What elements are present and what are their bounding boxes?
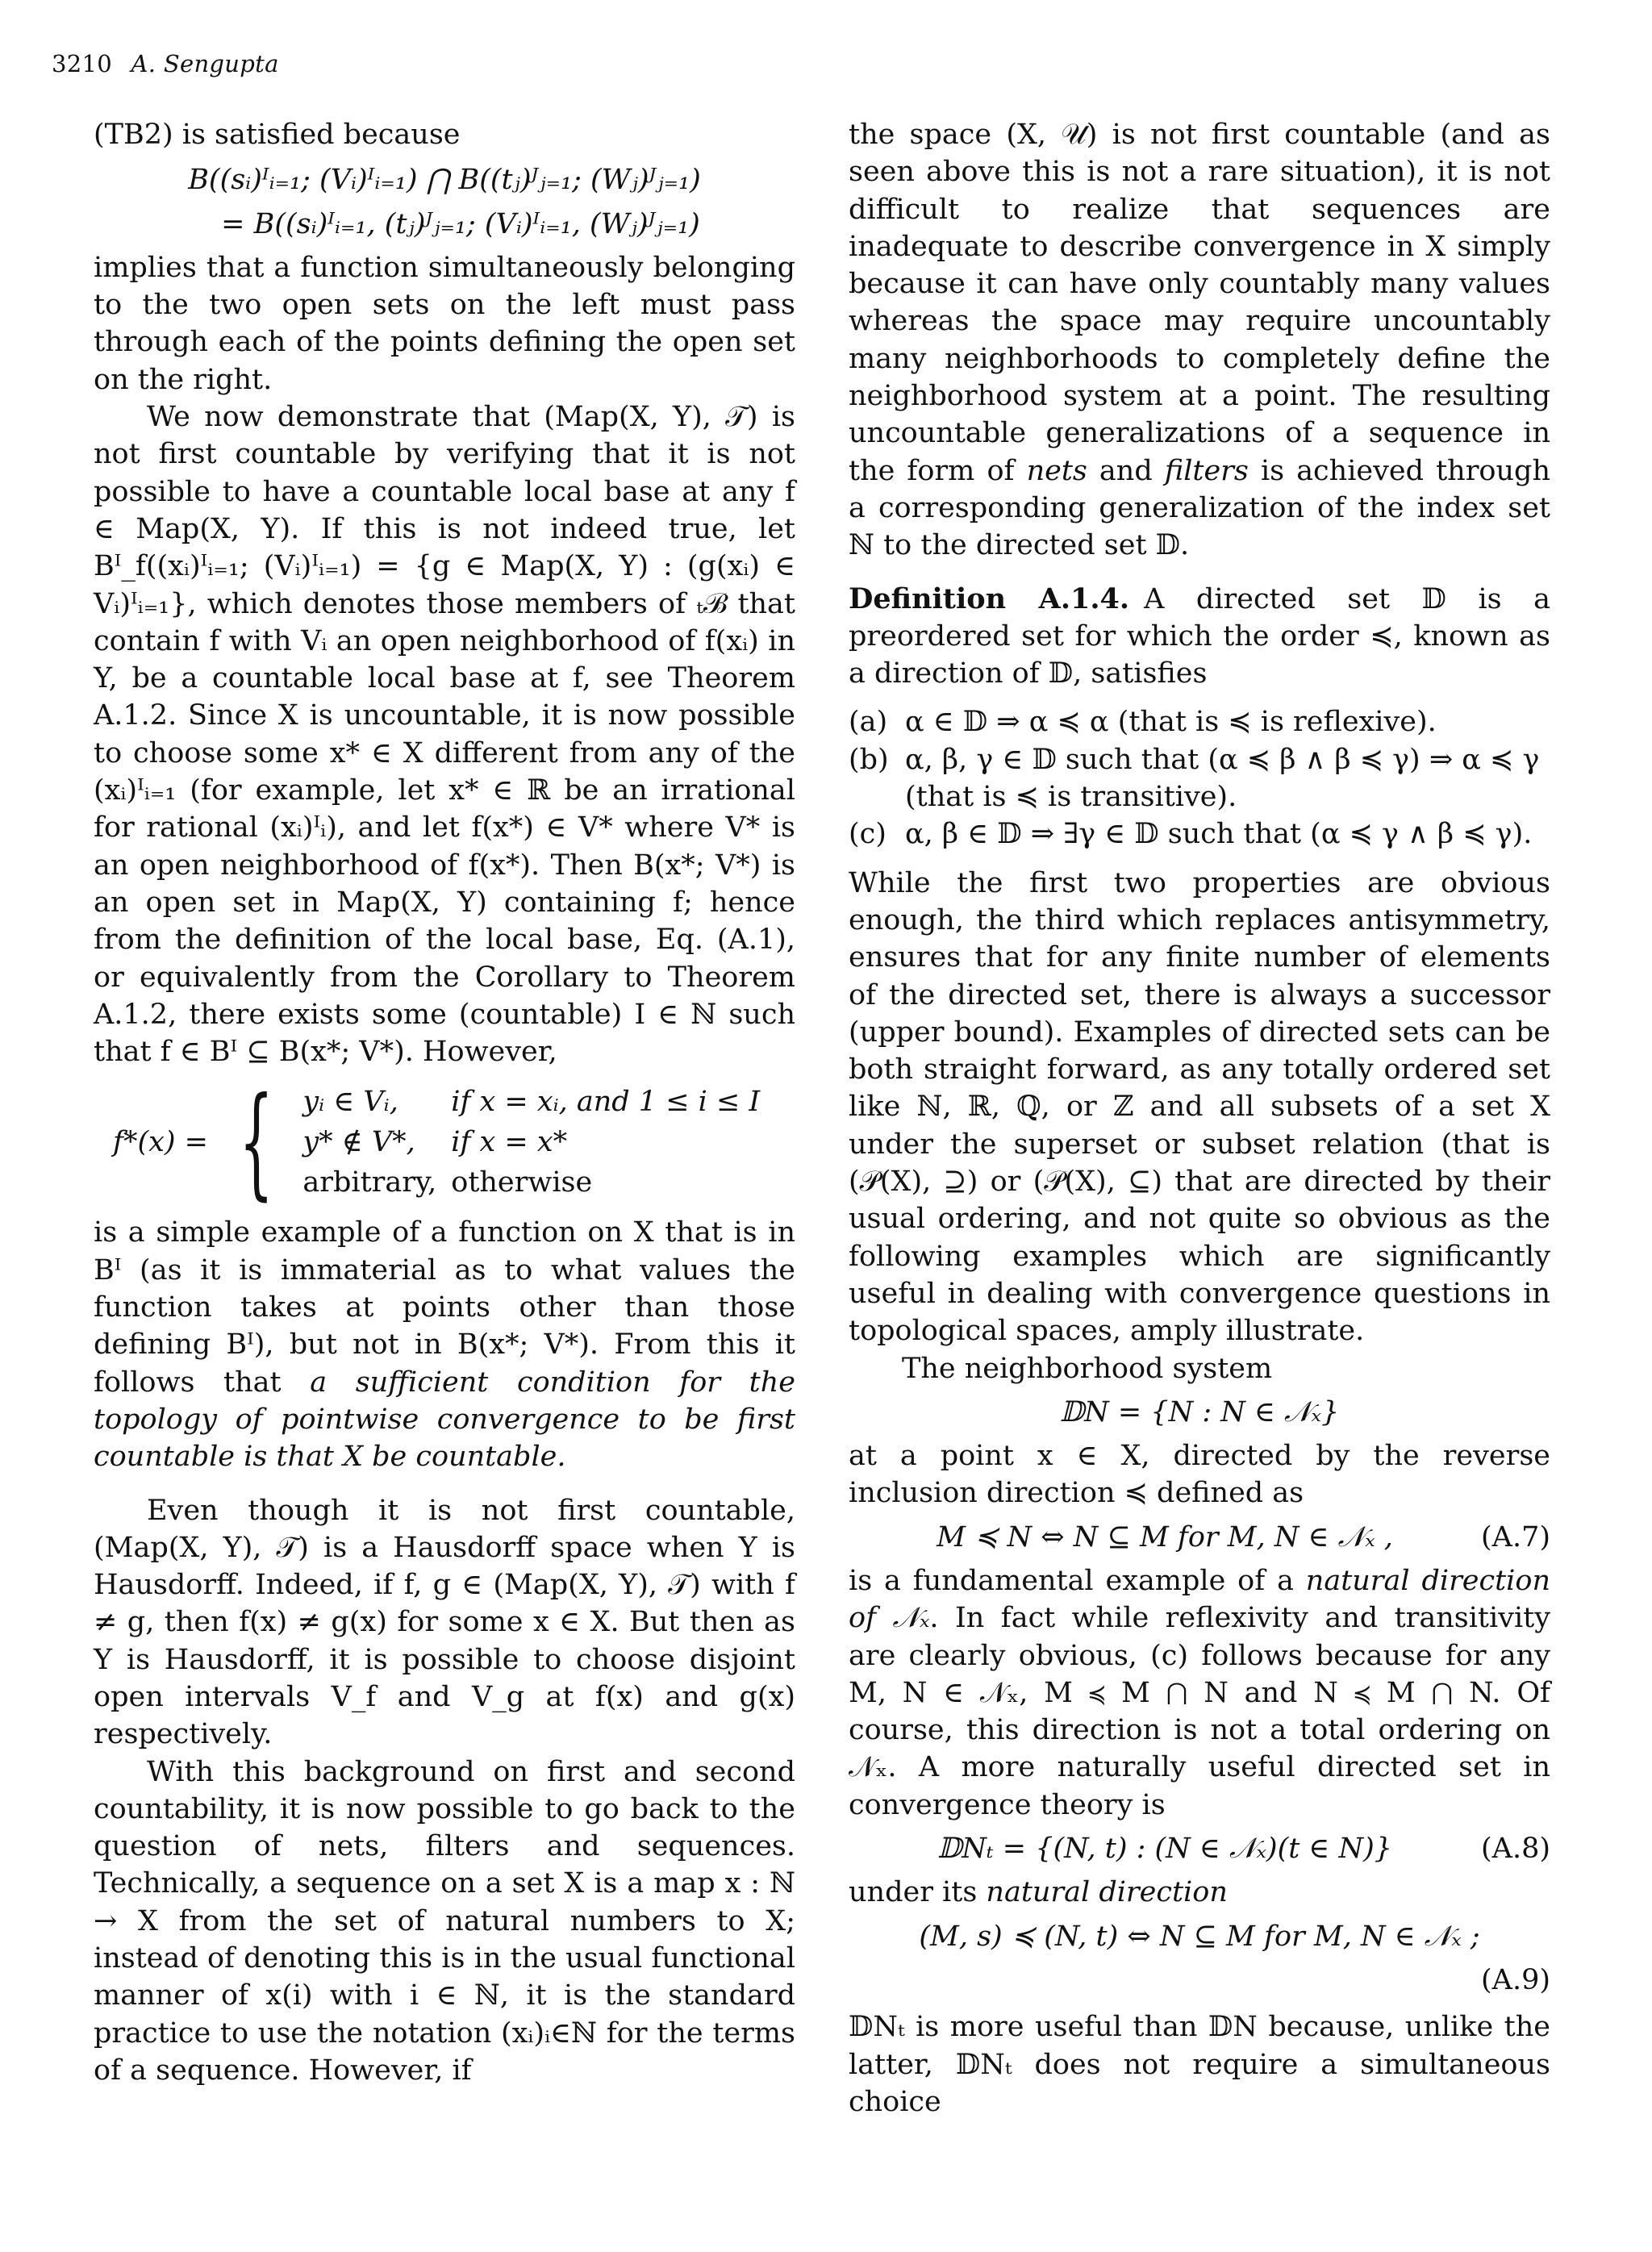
italic-term: filters bbox=[1164, 454, 1249, 487]
paragraph-text: and bbox=[1087, 454, 1165, 487]
display-equation-line: B((sᵢ)ᴵᵢ₌₁; (Vᵢ)ᴵᵢ₌₁) ⋂ B((tⱼ)ᴶⱼ₌₁; (Wⱼ)ᴶⱼ₌₁) bbox=[188, 164, 701, 197]
paragraph: at a point x ∈ X, directed by the reverse inclusion direction ≼ defined as bbox=[849, 1440, 1550, 1510]
paragraph bbox=[849, 1874, 1550, 1911]
paragraph bbox=[94, 1214, 795, 1475]
italic-term: natural direction bbox=[986, 1876, 1228, 1909]
list-item-label: (a) bbox=[849, 706, 888, 739]
case-condition: if x = x* bbox=[451, 1126, 568, 1159]
case-value: yᵢ ∈ Vᵢ, bbox=[302, 1086, 398, 1119]
cases-lhs: f*(x) = bbox=[113, 1126, 208, 1159]
display-equation-line: = B((sᵢ)ᴵᵢ₌₁, (tⱼ)ᴶⱼ₌₁; (Vᵢ)ᴵᵢ₌₁, (Wⱼ)ᴶⱼ₌₁) bbox=[221, 207, 700, 240]
paragraph-text: . In fact while reflexivity and transitivity are clearly obvious, (c) follows because for any M, N ∈ 𝒩ₓ, M ≼ M ⋂ N and N ≼ M ⋂ N. Of course, this direction is not a total ordering on 𝒩ₓ. A more naturally useful directed set in convergence theory is bbox=[849, 1602, 1550, 1821]
italic-term: natural direction of 𝒩ₓ bbox=[849, 1564, 1550, 1635]
equation-number: (A.8) bbox=[1481, 1833, 1550, 1866]
case-value: y* ∉ V*, bbox=[302, 1126, 415, 1159]
numbered-equation bbox=[849, 1830, 1550, 1867]
italic-statement: a sufficient condition for the topology of pointwise convergence to be first countable is that X be countable. bbox=[94, 1366, 795, 1474]
display-equation: 𝔻N = {N : N ∈ 𝒩ₓ} bbox=[1059, 1395, 1340, 1428]
page-number: 3210 bbox=[52, 50, 113, 77]
paragraph: (TB2) is satisfied because bbox=[94, 119, 461, 151]
list-item bbox=[849, 741, 1550, 778]
cases-table bbox=[302, 1082, 774, 1203]
cases-row bbox=[302, 1162, 774, 1203]
case-condition: if x = xᵢ, and 1 ≤ i ≤ I bbox=[451, 1086, 761, 1119]
paragraph: With this background on first and second countability, it is now possible to go back to the question of nets, filters and sequences. Technically, a sequence on a set X is a map x : ℕ → X from the set of natural numbers to X; instead of denoting this is in the usual functional manner of x(i) with i ∈ ℕ, it is the standard practice to use the notation (xᵢ)ᵢ∈ℕ for the terms of a sequence. However, if bbox=[94, 1755, 795, 2087]
equation-body: 𝔻Nₜ = {(N, t) : (N ∈ 𝒩ₓ)(t ∈ N)} bbox=[937, 1833, 1392, 1866]
paragraph bbox=[849, 116, 1550, 565]
paragraph-text: the space (X, 𝒰) is not first countable (and as seen above this is not a rare situation), it is not difficult to realize that sequences are inadequate to describe convergence in X simply because it can have only countably many values whereas the space may require uncountably many neighborhoods to completely define the neighborhood system at a point. The resulting uncountable generalizations of a sequence in the form of bbox=[849, 119, 1550, 487]
definition bbox=[849, 581, 1550, 693]
case-condition: otherwise bbox=[451, 1166, 593, 1199]
equation-body: M ≼ N ⇔ N ⊆ M for M, N ∈ 𝒩ₓ , bbox=[937, 1520, 1393, 1553]
list-item bbox=[849, 703, 1550, 740]
left-brace: { bbox=[239, 1072, 274, 1213]
list-item-continuation: (that is ≼ is transitive). bbox=[905, 781, 1237, 814]
case-value: arbitrary, bbox=[302, 1166, 437, 1199]
list-item-text: α ∈ 𝔻 ⇒ α ≼ α (that is ≼ is reflexive). bbox=[905, 706, 1437, 739]
paragraph: While the first two properties are obvious enough, the third which replaces antisymmetry, ensures that for any finite number of elements of the directed set, there is always a successor (upper bound). Examples of directed sets can be both straight forward, as any totally ordered set like ℕ, ℝ, ℚ, or ℤ and all subsets of a set X under the superset or subset relation (that is (𝒫(X), ⊇) or (𝒫(X), ⊆) that are directed by their usual ordering, and not quite so obvious as the following examples which are significantly useful in dealing with convergence questions in topological spaces, amply illustrate. bbox=[849, 866, 1550, 1348]
paragraph: 𝔻Nₜ is more useful than 𝔻N because, unlike the latter, 𝔻Nₜ does not require a simultaneous choice bbox=[849, 2011, 1550, 2118]
equation-number: (A.9) bbox=[1481, 1963, 1550, 1996]
right-column bbox=[849, 116, 1550, 2121]
cases-row bbox=[302, 1082, 774, 1122]
paragraph-text: is a simple example of a function on X that is in Bᴵ (as it is immaterial as to what values the function takes at points other than those defining Bᴵ), but not in B(x*; V*). From this it follows that bbox=[94, 1216, 795, 1399]
display-equation: (M, s) ≼ (N, t) ⇔ N ⊆ M for M, N ∈ 𝒩ₓ ; bbox=[919, 1920, 1480, 1953]
definition-text: A directed set 𝔻 is a preordered set for which the order ≼, known as a direction of 𝔻, satisfies bbox=[849, 582, 1551, 690]
list-item bbox=[849, 815, 1550, 853]
cases-row bbox=[302, 1122, 774, 1162]
piecewise-definition bbox=[113, 1072, 795, 1213]
paragraph-text: is a fundamental example of a bbox=[849, 1564, 1306, 1597]
running-author: A. Sengupta bbox=[131, 50, 279, 77]
list-item-label: (c) bbox=[849, 818, 886, 851]
paragraph bbox=[849, 1562, 1550, 1824]
paragraph: Even though it is not first countable, (Map(X, Y), 𝒯) is a Hausdorff space when Y is Hausdorff. Indeed, if f, g ∈ (Map(X, Y), 𝒯) with f ≠ g, then f(x) ≠ g(x) for some x ∈ X. But then as Y is Hausdorff, it is possible to choose disjoint open intervals V_f and V_g at f(x) and g(x) respectively. bbox=[94, 1494, 795, 1751]
paragraph: We now demonstrate that (Map(X, Y), 𝒯) is not first countable by verifying that it is not possible to have a countable local base at any f ∈ Map(X, Y). If this is not indeed true, let Bᴵ_f((xᵢ)ᴵᵢ₌₁; (Vᵢ)ᴵᵢ₌₁) = {g ∈ Map(X, Y) : (g(xᵢ) ∈ Vᵢ)ᴵᵢ₌₁}, which denotes those members of ₜℬ that contain f with Vᵢ an open neighborhood of f(xᵢ) in Y, be a countable local base at f, see Theorem A.1.2. Since X is uncountable, it is now possible to choose some x* ∈ X different from any of the (xᵢ)ᴵᵢ₌₁ (for example, let x* ∈ ℝ be an irrational for rational (xᵢ)ᴵᵢ), and let f(x*) ∈ V* where V* is an open neighborhood of f(x*). Then B(x*; V*) is an open set in Map(X, Y) containing f; hence from the definition of the local base, Eq. (A.1), or equivalently from the Corollary to Theorem A.1.2, there exists some (countable) I ∈ ℕ such that f ∈ Bᴵ ⊆ B(x*; V*). However, bbox=[94, 401, 795, 1069]
equation-number: (A.7) bbox=[1481, 1520, 1550, 1553]
running-header bbox=[52, 50, 279, 77]
paragraph: implies that a function simultaneously belonging to the two open sets on the left must pass through each of the points defining the open set on the right. bbox=[94, 251, 795, 396]
paragraph-text: is achieved through a corresponding generalization of the index set ℕ to the directed set 𝔻. bbox=[849, 454, 1550, 562]
italic-term: nets bbox=[1026, 454, 1087, 487]
paragraph-text: under its bbox=[849, 1876, 987, 1909]
numbered-equation bbox=[849, 1519, 1550, 1556]
paragraph: The neighborhood system bbox=[902, 1352, 1273, 1385]
list-item-label: (b) bbox=[849, 743, 889, 776]
list-item-text: α, β ∈ 𝔻 ⇒ ∃γ ∈ 𝔻 such that (α ≼ γ ∧ β ≼ γ). bbox=[905, 818, 1533, 851]
list-item-text: α, β, γ ∈ 𝔻 such that (α ≼ β ∧ β ≼ γ) ⇒ α ≼ γ bbox=[905, 743, 1540, 776]
left-column bbox=[94, 116, 795, 2089]
definition-label: Definition A.1.4. bbox=[849, 582, 1130, 615]
definition-conditions bbox=[849, 703, 1550, 853]
